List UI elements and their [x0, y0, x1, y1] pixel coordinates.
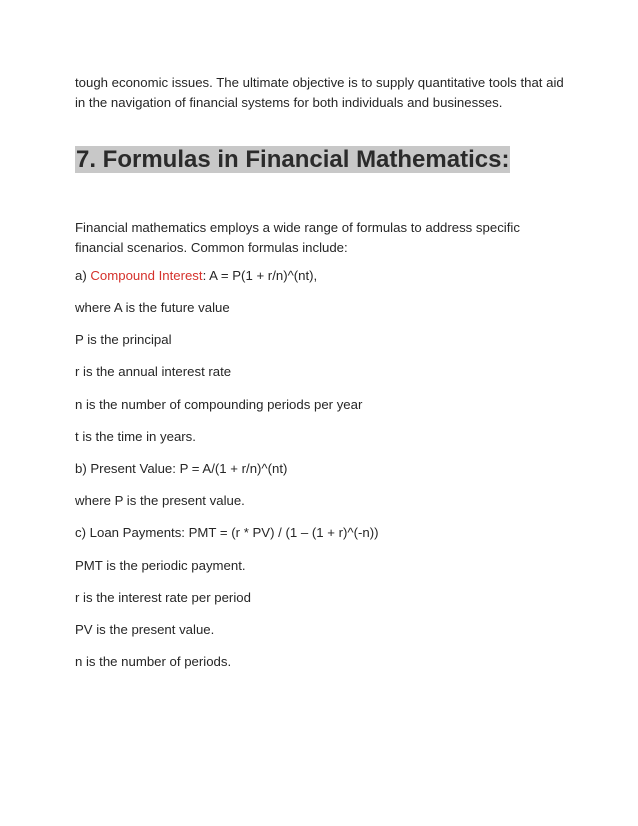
definition-line: n is the number of periods.: [75, 654, 232, 669]
loan-payments-formula: c) Loan Payments: PMT = (r * PV) / (1 – (1 + r)^(-n)): [75, 525, 379, 540]
definition-line: PV is the present value.: [75, 622, 215, 637]
definition-line: t is the time in years.: [75, 429, 196, 444]
definition-line: r is the interest rate per period: [75, 590, 251, 605]
compound-prefix: a): [75, 268, 91, 283]
compound-formula: : A = P(1 + r/n)^(nt),: [202, 268, 318, 283]
section-intro-paragraph: Financial mathematics employs a wide range of formulas to address specific financial scenarios. Common formulas include:: [75, 220, 520, 255]
definition-line: where A is the future value: [75, 300, 230, 315]
section-heading: [75, 145, 510, 175]
definition-line: n is the number of compounding periods per year: [75, 397, 363, 412]
definition-line: r is the annual interest rate: [75, 364, 232, 379]
present-value-formula: b) Present Value: P = A/(1 + r/n)^(nt): [75, 461, 288, 476]
compound-interest-term: Compound Interest: [90, 268, 203, 283]
compound-interest-formula: [75, 266, 317, 286]
definition-line: P is the principal: [75, 332, 172, 347]
definition-line: PMT is the periodic payment.: [75, 558, 246, 573]
intro-paragraph: tough economic issues. The ultimate objective is to supply quantitative tools that aid in the navigation of financial systems for both individuals and businesses.: [75, 75, 564, 110]
definition-line: where P is the present value.: [75, 493, 245, 508]
section-heading-text: 7. Formulas in Financial Mathematics:: [76, 146, 510, 173]
